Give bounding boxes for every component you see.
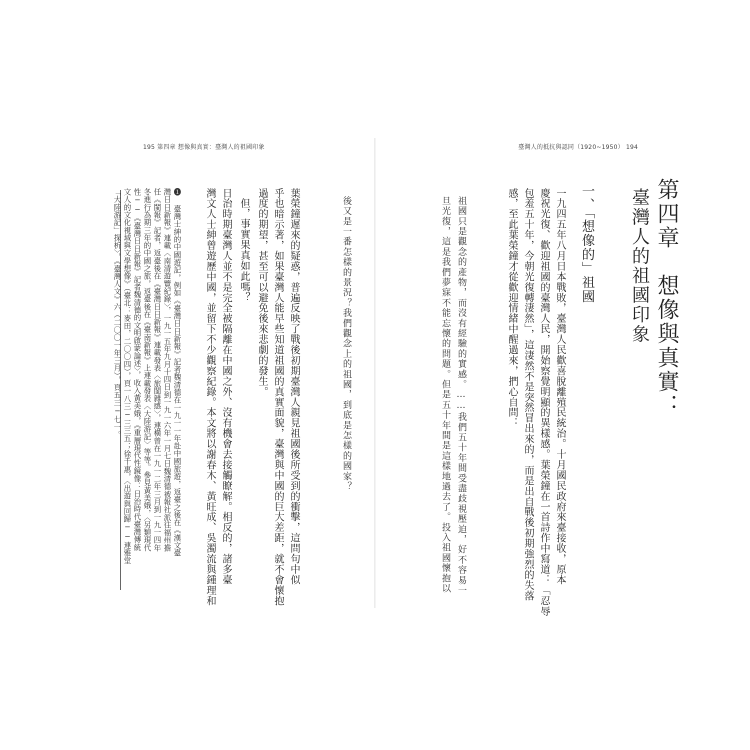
body-line: 慶祝光復、歡迎祖國的臺灣人民，開始察覺明顯的異樣感。葉榮鐘在一首詩作中寫道：「忍辱 <box>538 188 549 617</box>
running-head-left: 195 第四章 想像與真實：臺灣人的祖國印象 <box>143 144 265 151</box>
body-line: 但，事實果真如此嗎？ <box>238 198 249 303</box>
footnote-line: 「大陸游記」探析〉，《臺灣人文》六（二〇〇一年三月），頁五三─七一。 <box>113 188 122 439</box>
footnote-line: 灣日日新報》連載〈南清遊覽紀錄〉，一九一五年九月十四日到一九一六年一月七日魏清德被報社派往福州擔 <box>163 188 172 552</box>
footnote-line: ❶ 臺灣士紳的中國遊記，例如《臺灣日日新報》記者魏清德在一九一一年赴中國旅遊，返臺之後在《漢文臺 <box>173 188 182 557</box>
footnote-line: 性──《臺灣日日新報》記者魏清德的文明啟蒙論述〉，收入黃美娥，《重層現代性鏡像：日治時代臺灣傳統 <box>133 188 142 551</box>
footnote-line: 文人的文化視域與文學想像》（臺北：麥田，二〇〇四），頁一八三─三三五；徐千惠，〈出遊與回歸──連雅堂 <box>123 188 132 565</box>
chapter-title: 第四章 想像與真實： <box>654 178 679 418</box>
body-line: 葉榮鐘遲來的疑惑，普遍反映了戰後初期臺灣人親見祖國後所受到的衝擊，這問句中似 <box>288 188 299 586</box>
quote-line: 祖國只是觀念的產物，而沒有經驗的實感。……我們五十年間受盡歧視壓迫，好不容易一 <box>456 196 466 596</box>
body-line: 乎也暗示著，如果臺灣人能早些知道祖國的真實面貌，臺灣與中國的巨大差距，就不會懷抱 <box>272 188 283 606</box>
section-heading: 一、「想像的」祖國 <box>579 184 594 304</box>
quote-line: 旦光復，這是我們夢寐不能忘懷的問題。但是五十年間是這樣地過去了。投入祖國懷抱以 <box>440 196 450 594</box>
body-line: 灣文人士紳曾遊歷中國，並留下不少觀察紀錄。本文將以謝春木、黃旺成、吳濁流與鍾理和 <box>204 188 215 606</box>
page-gutter <box>374 138 376 608</box>
quote-line: 後又是一番怎樣的景況？我們觀念上的祖國，到底是怎樣的國家？ <box>341 196 351 492</box>
body-line: 一九四五年八月日本戰敗，臺灣人民歡喜脫離殖民統治。十月國民政府來臺接收，原本 <box>554 188 565 586</box>
footnote-line: 任《閩報》記者，返臺後在《臺灣日日新報》連載發表〈旅閩雜感〉，連橫曾在一九一二年三月到一九一四年 <box>153 188 162 552</box>
body-line: 感，至此葉榮鐘才從歡迎情緒中醒過來，捫心自問： <box>506 188 517 429</box>
running-head-right: 臺灣人的抵抗與認同（1920~1950） 194 <box>518 144 638 151</box>
chapter-subtitle: 臺灣人的祖國印象 <box>629 188 650 344</box>
footnote-line: 冬進行為期三年的中國之旅，返臺後在《臺南新報》上連載發表〈大陸游記〉等等。參見黃美娥，〈另類現代 <box>143 188 152 552</box>
body-line: 包羞五十年，今朝光復轉淒然」，這淒然不是突然冒出來的，而是出自戰後初期強烈的失落 <box>522 188 533 601</box>
body-line: 過度的期望，甚至可以避免後來悲劇的發生。 <box>256 188 267 397</box>
body-line: 日治時期臺灣人並不是完全被隔離在中國之外、沒有機會去接觸瞭解。相反的，諸多臺 <box>220 188 231 586</box>
